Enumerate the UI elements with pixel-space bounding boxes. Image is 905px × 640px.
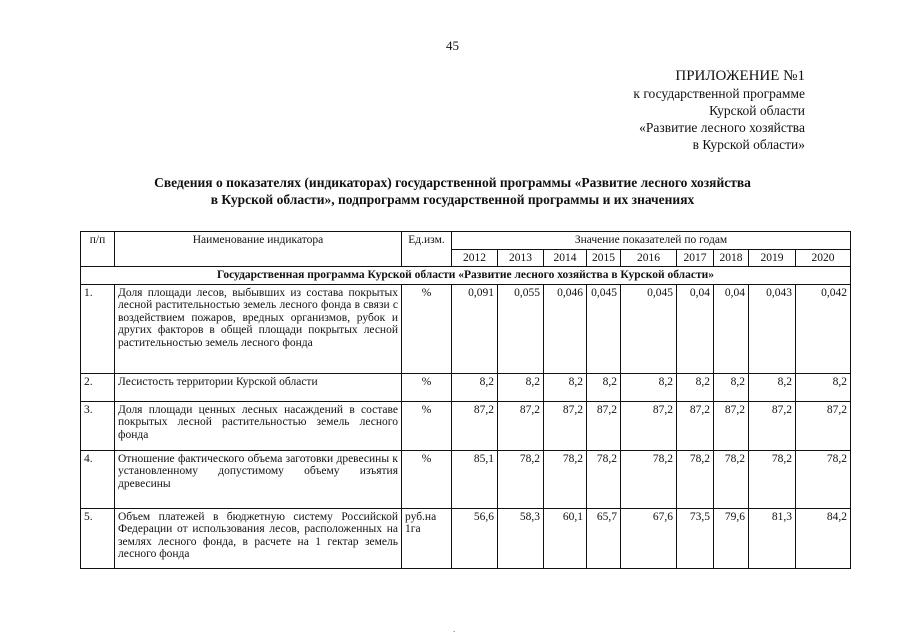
row-value: 78,2 <box>796 450 851 508</box>
row-num: 2. <box>81 373 115 401</box>
col-header-unit: Ед.изм. <box>402 232 452 267</box>
row-value: 79,6 <box>714 508 749 568</box>
row-name: Отношение фактического объема заготовки древесины к установленному допустимому объему изъятия древесины <box>115 450 402 508</box>
year-header: 2017 <box>677 249 714 267</box>
table-row <box>81 450 851 508</box>
row-value: 78,2 <box>544 450 587 508</box>
year-header: 2019 <box>749 249 796 267</box>
row-value: 78,2 <box>749 450 796 508</box>
row-value: 67,6 <box>621 508 677 568</box>
row-num: 1. <box>81 284 115 373</box>
row-value: 0,04 <box>677 284 714 373</box>
row-value: 8,2 <box>796 373 851 401</box>
row-num: 3. <box>81 401 115 450</box>
row-value: 8,2 <box>621 373 677 401</box>
row-name: Доля площади ценных лесных насаждений в составе покрытых лесной растительностью земель лесного фонда <box>115 401 402 450</box>
col-header-name: Наименование индикатора <box>115 232 402 267</box>
row-value: 78,2 <box>587 450 621 508</box>
row-value: 78,2 <box>677 450 714 508</box>
table-row <box>81 508 851 568</box>
year-header: 2014 <box>544 249 587 267</box>
row-value: 87,2 <box>714 401 749 450</box>
row-value: 0,043 <box>749 284 796 373</box>
row-value: 8,2 <box>677 373 714 401</box>
row-value: 87,2 <box>498 401 544 450</box>
row-value: 87,2 <box>677 401 714 450</box>
section-title: Государственная программа Курской области «Развитие лесного хозяйства в Курской области» <box>81 267 851 285</box>
row-unit: % <box>402 284 452 373</box>
col-header-values-group: Значение показателей по годам <box>452 232 851 250</box>
header-row <box>81 232 851 250</box>
row-unit: руб.на 1га <box>402 508 452 568</box>
appendix-block <box>633 68 805 153</box>
indicators-table <box>80 231 851 569</box>
year-header: 2015 <box>587 249 621 267</box>
appendix-line-2: Курской области <box>709 103 805 118</box>
row-value: 0,091 <box>452 284 498 373</box>
row-value: 87,2 <box>749 401 796 450</box>
row-value: 85,1 <box>452 450 498 508</box>
page-number: 45 <box>446 38 459 53</box>
row-value: 87,2 <box>544 401 587 450</box>
row-num: 5. <box>81 508 115 568</box>
row-value: 87,2 <box>587 401 621 450</box>
table-row <box>81 284 851 373</box>
row-value: 56,6 <box>452 508 498 568</box>
appendix-line-4: в Курской области» <box>692 137 805 152</box>
row-value: 0,046 <box>544 284 587 373</box>
row-value: 0,045 <box>587 284 621 373</box>
row-name: Лесистость территории Курской области <box>115 373 402 401</box>
row-name: Объем платежей в бюджетную систему Российской Федерации от использования лесов, расположенных на землях лесного фонда, в расчете на 1 гектар земель лесного фонда <box>115 508 402 568</box>
heading-line-2: в Курской области», подпрограмм государственной программы и их значениях <box>210 192 695 207</box>
row-value: 58,3 <box>498 508 544 568</box>
row-value: 8,2 <box>544 373 587 401</box>
year-header: 2018 <box>714 249 749 267</box>
row-value: 60,1 <box>544 508 587 568</box>
heading-line-1: Сведения о показателях (индикаторах) государственной программы «Развитие лесного хозяйства <box>154 175 751 190</box>
row-value: 0,042 <box>796 284 851 373</box>
row-value: 8,2 <box>587 373 621 401</box>
row-unit: % <box>402 373 452 401</box>
row-value: 87,2 <box>796 401 851 450</box>
year-header: 2012 <box>452 249 498 267</box>
row-value: 81,3 <box>749 508 796 568</box>
row-name: Доля площади лесов, выбывших из состава покрытых лесной растительностью земель лесного фонда в связи с воздействием пожаров, вредных организмов, рубок и других факторов в общей площади покрытых лесной растительностью земель лесного фонда <box>115 284 402 373</box>
row-value: 84,2 <box>796 508 851 568</box>
year-header: 2013 <box>498 249 544 267</box>
appendix-line-1: к государственной программе <box>633 86 805 101</box>
appendix-title: ПРИЛОЖЕНИЕ №1 <box>675 68 805 84</box>
appendix-line-3: «Развитие лесного хозяйства <box>639 120 805 135</box>
row-value: 0,04 <box>714 284 749 373</box>
row-unit: % <box>402 401 452 450</box>
table-row <box>81 373 851 401</box>
col-header-num: п/п <box>81 232 115 267</box>
row-num: 4. <box>81 450 115 508</box>
row-value: 78,2 <box>714 450 749 508</box>
row-value: 65,7 <box>587 508 621 568</box>
row-unit: % <box>402 450 452 508</box>
page-bottom-mark: . <box>453 624 456 634</box>
row-value: 8,2 <box>749 373 796 401</box>
row-value: 87,2 <box>621 401 677 450</box>
row-value: 0,045 <box>621 284 677 373</box>
row-value: 73,5 <box>677 508 714 568</box>
row-value: 87,2 <box>452 401 498 450</box>
row-value: 8,2 <box>452 373 498 401</box>
year-header: 2020 <box>796 249 851 267</box>
year-header: 2016 <box>621 249 677 267</box>
document-heading <box>80 174 825 208</box>
row-value: 8,2 <box>498 373 544 401</box>
row-value: 78,2 <box>621 450 677 508</box>
row-value: 8,2 <box>714 373 749 401</box>
section-row <box>81 267 851 285</box>
row-value: 0,055 <box>498 284 544 373</box>
row-value: 78,2 <box>498 450 544 508</box>
table-row <box>81 401 851 450</box>
